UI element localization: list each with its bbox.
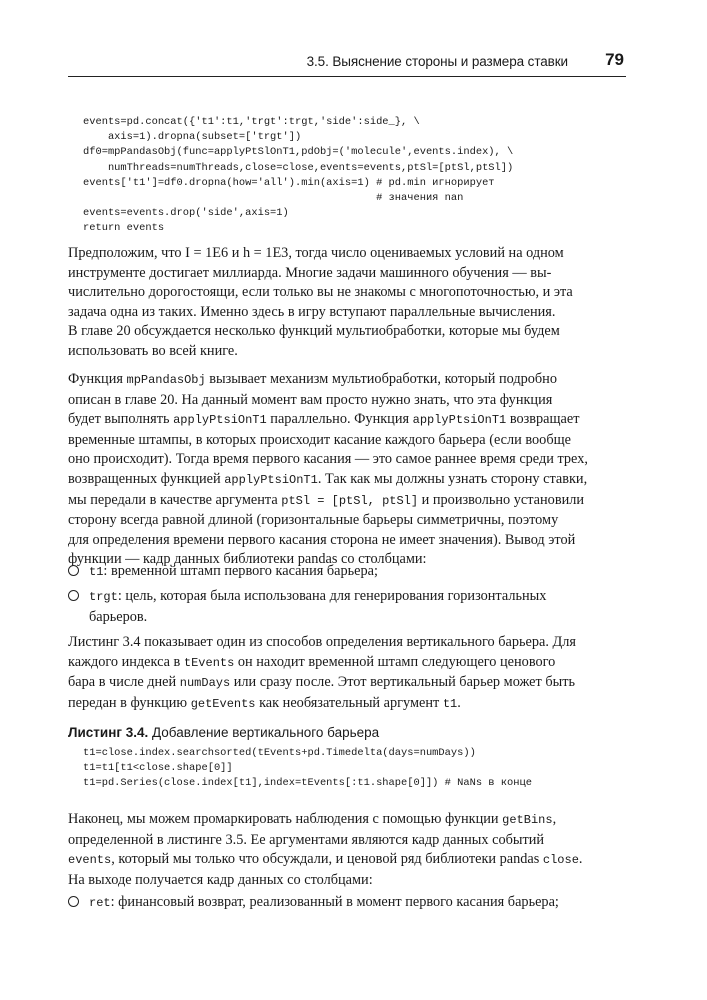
text-line <box>68 370 628 391</box>
listing-label: Листинг 3.4. <box>68 725 149 740</box>
text-run: . <box>457 694 461 711</box>
text-line: Предположим, что I = 1E6 и h = 1E3, тогда число оцениваемых условий на одном <box>68 245 564 261</box>
inline-code: mpPandasObj <box>126 373 206 387</box>
bullet-text <box>89 587 628 627</box>
text-line: описан в главе 20. На данный момент вам просто нужно знать, что эта функция <box>68 391 553 408</box>
code-line: # значения nan <box>83 192 464 205</box>
code-line: df0=mpPandasObj(func=applyPtSlOnT1,pdObj=('molecule',events.index), \ <box>83 146 514 159</box>
inline-code: ptSl = [ptSl, ptSl] <box>281 493 419 508</box>
bullet-icon <box>68 896 79 907</box>
inline-code: getEvents <box>190 696 256 711</box>
text-line: числительно дорогостоящи, если только вы не знакомы с многопоточностью, и эта <box>68 284 573 301</box>
text-run: . <box>578 851 583 868</box>
text-line: задача одна из таких. Именно здесь в игру вступают параллельные вычисления. <box>68 303 556 320</box>
section-title: 3.5. Выяснение стороны и размера ставки <box>306 54 568 69</box>
inline-code: t1 <box>89 565 104 579</box>
text-run: барьеров. <box>89 608 148 625</box>
text-line: оно происходит). Тогда время первого касания — это самое раннее время среди трех, <box>68 451 588 468</box>
text-line <box>68 470 628 491</box>
text-line <box>68 850 628 871</box>
text-run: , <box>552 811 557 827</box>
paragraph-getbins <box>68 810 628 890</box>
bullet-text <box>89 562 628 583</box>
text-run: возвращает <box>506 411 580 428</box>
text-line <box>68 410 628 431</box>
inline-code: ret <box>89 896 111 910</box>
code-line: events=events.drop('side',axis=1) <box>83 207 289 220</box>
text-run: параллельно. Функция <box>266 411 413 428</box>
inline-code: getBins <box>502 813 553 827</box>
inline-code: applyPtsiOnT1 <box>224 472 318 487</box>
text-run: или сразу после. Этот вертикальный барьер может быть <box>230 674 576 691</box>
text-run: : цель, которая была использована для генерирования горизонтальных <box>117 588 547 604</box>
text-run: : финансовый возврат, реализованный в момент первого касания барьера; <box>110 894 559 910</box>
inline-code: trgt <box>89 590 118 604</box>
text-line: для определения времени первого касания сторона не имеет значения). Вывод этой <box>68 531 576 548</box>
text-run: вызывает механизм мультиобработки, который подробно <box>205 371 557 387</box>
running-header <box>68 50 626 77</box>
code-line: events=pd.concat({'t1':t1,'trgt':trgt,'side':side_}, \ <box>83 116 420 128</box>
text-line: использовать во всей книге. <box>68 342 238 359</box>
paragraph-threads <box>68 244 628 362</box>
page-number: 79 <box>605 50 624 69</box>
code-line: t1=pd.Series(close.index[t1],index=tEvents[:t1.shape[0]]) # NaNs в конце <box>83 777 532 790</box>
text-run: , который мы только что обсуждали, и ценовой ряд библиотеки pandas <box>111 851 543 868</box>
text-run: передан в функцию <box>68 694 191 711</box>
text-line: На выходе получается кадр данных со столбцами: <box>68 871 373 888</box>
inline-code: events <box>68 853 112 868</box>
text-line: функции — кадр данных библиотеки pandas со столбцами: <box>68 551 427 568</box>
inline-code: close <box>542 853 579 868</box>
text-run: возвращенных функцией <box>68 470 225 487</box>
text-run: . Так как мы должны узнать сторону ставки, <box>317 470 588 487</box>
code-line: events['t1']=df0.dropna(how='all').min(axis=1) # pd.min игнорирует <box>83 176 495 189</box>
inline-code: t1 <box>442 696 458 711</box>
paragraph-vertical-barrier <box>68 633 628 714</box>
text-run: мы передали в качестве аргумента <box>68 491 282 508</box>
code-block-listing <box>83 746 532 792</box>
text-line <box>68 673 628 694</box>
text-line: Листинг 3.4 показывает один из способов определения вертикального барьера. Для <box>68 634 576 650</box>
text-run: каждого индекса в <box>68 653 184 670</box>
text-line: сторону всегда равной длиной (горизонтальные барьеры симметричны, поэтому <box>68 512 559 529</box>
listing-caption: Добавление вертикального барьера <box>148 725 380 740</box>
inline-code: tEvents <box>183 655 235 670</box>
text-run: будет выполнять <box>68 411 174 428</box>
text-run: Функция <box>68 371 127 387</box>
text-line: В главе 20 обсуждается несколько функций мультиобработки, которые мы будем <box>68 323 560 340</box>
code-block-events <box>83 115 513 237</box>
inline-code: applyPtsiOnT1 <box>173 413 267 428</box>
text-run: Наконец, мы можем промаркировать наблюдения с помощью функции <box>68 811 503 827</box>
paragraph-mppandasobj <box>68 370 628 570</box>
text-run: : временной штамп первого касания барьера; <box>103 563 378 579</box>
bullet-text <box>89 893 628 914</box>
text-run: как необязательный аргумент <box>255 694 443 711</box>
text-line: инструменте достигает миллиарда. Многие задачи машинного обучения — вы- <box>68 264 552 281</box>
text-run: и произвольно установили <box>418 491 585 508</box>
text-line <box>68 653 628 674</box>
bullet-icon <box>68 565 79 576</box>
code-line: numThreads=numThreads,close=close,events=events,ptSl=[ptSl,ptSl]) <box>83 161 514 174</box>
code-line: axis=1).dropna(subset=['trgt']) <box>83 131 302 144</box>
code-line: t1=t1[t1<close.shape[0]] <box>83 762 233 775</box>
text-line: определенной в листинге 3.5. Ее аргументами являются кадр данных событий <box>68 831 545 848</box>
text-run: он находит временной штамп следующего ценового <box>234 653 556 670</box>
text-line <box>68 491 628 512</box>
inline-code: numDays <box>179 676 231 691</box>
inline-code: applyPtsiOnT1 <box>412 413 507 428</box>
bullet-icon <box>68 590 79 601</box>
listing-title <box>68 725 379 740</box>
text-line <box>68 810 628 831</box>
code-line: return events <box>83 222 165 235</box>
text-line <box>68 694 628 715</box>
code-line: t1=close.index.searchsorted(tEvents+pd.Timedelta(days=numDays)) <box>83 747 476 759</box>
text-run: бара в числе дней <box>68 674 180 691</box>
text-line: временные штампы, в которых происходит касание каждого барьера (если вообще <box>68 431 571 448</box>
